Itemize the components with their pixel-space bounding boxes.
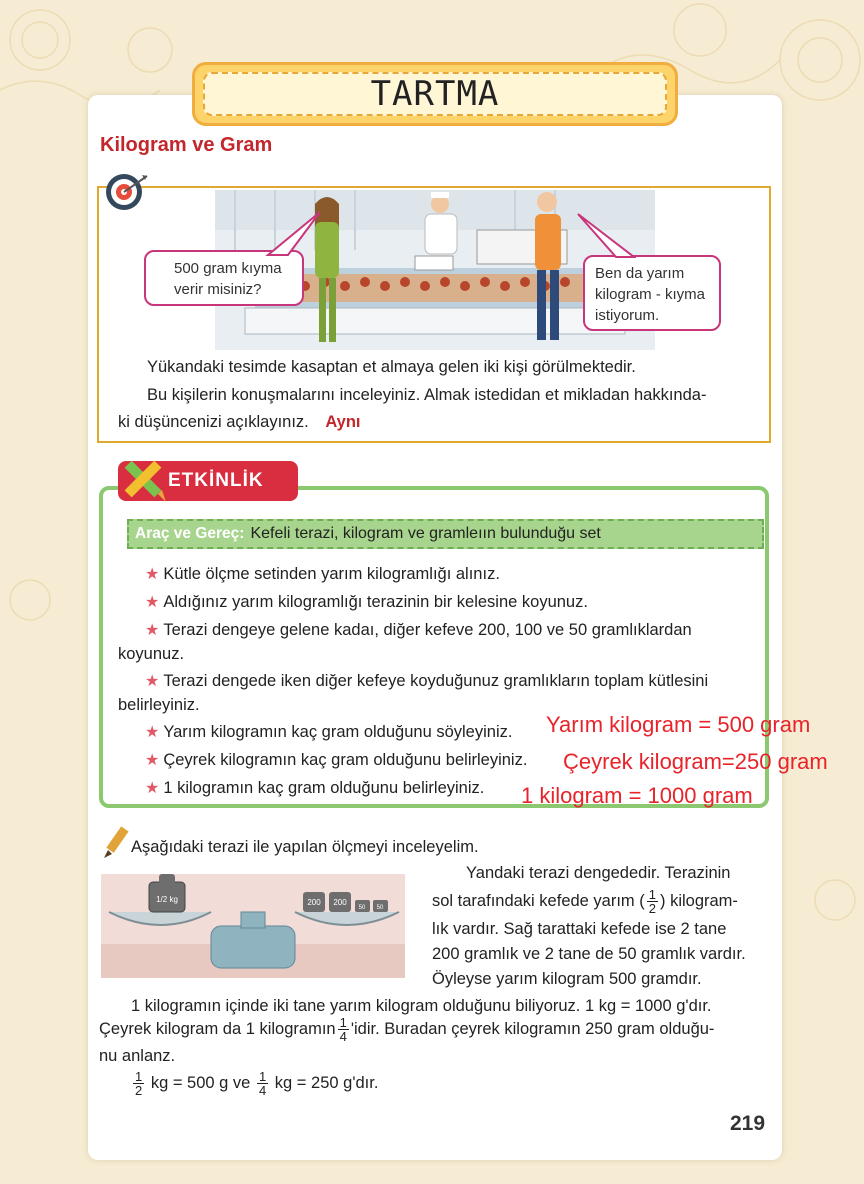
scale-text-1: Yandaki terazi dengededir. Terazinin	[466, 864, 731, 882]
step-3	[145, 620, 692, 640]
step-2	[145, 592, 588, 612]
scale-text-3: lık vardır. Sağ tarattaki kefede ise 2 tane	[432, 920, 727, 938]
bubble-left-line1: 500 gram kıyma	[174, 260, 282, 277]
scale-text-2	[432, 888, 738, 915]
step-2-text: Aldığınız yarım kilogramlığı terazinin bir kelesine koyunuz.	[163, 593, 588, 611]
step-6-text: Çeyrek kilogramın kaç gram olduğunu belirleyiniz.	[163, 751, 528, 769]
scale-text-2b: ) kilogram-	[660, 891, 738, 910]
tools-label: Araç ve Gereç:	[135, 525, 245, 542]
step-4-text: Terazi dengede iken diğer kefeye koyduğunuz gramlıkların toplam kütlesini	[163, 672, 709, 690]
answer-6: Çeyrek kilogram=250 gram	[563, 749, 828, 774]
frac-den: 2	[648, 901, 656, 916]
frac-den: 4	[258, 1083, 267, 1098]
bubble-right-tail	[576, 212, 636, 262]
intro-line-2: Bu kişilerin konuşmalarını inceleyiniz. Almak istedidan et mikladan hakkında-	[147, 386, 707, 404]
intro-answer: Aynı	[325, 413, 361, 431]
right-weight-1: 200	[307, 898, 321, 907]
scale-text-5: Öyleyse yarım kilogram 500 gramdır.	[432, 970, 702, 988]
answer-7: 1 kilogram = 1000 gram	[521, 783, 753, 808]
paragraph-1: 1 kilogramın içinde iki tane yarım kilogram olduğunu biliyoruz. 1 kg = 1000 g'dır.	[131, 997, 712, 1015]
bubble-right-line2: kilogram - kıyma	[595, 286, 706, 303]
right-weight-2: 200	[333, 898, 347, 907]
page-number: 219	[730, 1112, 766, 1135]
intro-line-1: Yükandaki tesimde kasaptan et almaya gelen iki kişi görülmektedir.	[147, 358, 636, 376]
frac-num: 1	[258, 1069, 267, 1084]
paragraph-2	[99, 1016, 714, 1043]
step-1-text: Kütle ölçme setinden yarım kilogramlığı alınız.	[163, 565, 500, 583]
formula-line	[131, 1070, 378, 1097]
page-title: TARTMA	[203, 72, 667, 116]
fraction-quarter-2	[257, 1070, 268, 1097]
left-weight-label: 1/2 kg	[156, 895, 178, 904]
step-6	[145, 750, 527, 770]
balance-scale-illustration	[101, 874, 405, 978]
bubble-right-line3: istiyorum.	[595, 307, 660, 324]
answer-5: Yarım kilogram = 500 gram	[546, 712, 811, 737]
step-4-cont: belirleyiniz.	[118, 696, 200, 714]
pencil-icon	[100, 826, 130, 862]
formula-1: kg = 500 g ve	[150, 1073, 251, 1092]
intro-line-3-text: ki düşüncenizi açıklayınız.	[118, 413, 309, 431]
fraction-half-2	[133, 1070, 144, 1097]
target-icon	[102, 166, 152, 216]
star-icon: ★	[145, 622, 160, 639]
activity-label: ETKİNLİK	[168, 470, 264, 491]
speech-bubble-man	[583, 255, 721, 331]
right-weight-4: 50	[376, 905, 384, 911]
bubble-right-line1: Ben da yarım	[595, 265, 685, 282]
formula-2: kg = 250 g'dır.	[274, 1073, 379, 1092]
step-1	[145, 564, 500, 584]
star-icon: ★	[145, 673, 160, 690]
star-icon: ★	[145, 594, 160, 611]
star-icon: ★	[145, 752, 160, 769]
fraction-quarter	[338, 1016, 349, 1043]
scale-text-4: 200 gramlık ve 2 tane de 50 gramlık vardır.	[432, 945, 746, 963]
star-icon: ★	[145, 566, 160, 583]
section-heading: Kilogram ve Gram	[100, 134, 273, 156]
tools-bar	[127, 519, 764, 549]
step-7-text: 1 kilogramın kaç gram olduğunu belirleyiniz.	[163, 779, 485, 797]
paragraph-2b: 'idir. Buradan çeyrek kilogramın 250 gram olduğu-	[350, 1019, 715, 1038]
tools-text: Kefeli terazi, kilogram ve gramleıın bulunduğu set	[250, 525, 601, 542]
scale-heading: Aşağıdaki terazi ile yapılan ölçmeyi inceleyelim.	[131, 838, 479, 856]
step-3-text: Terazi dengeye gelene kadaı, diğer kefeve 200, 100 ve 50 gramlıklardan	[163, 621, 692, 639]
paragraph-3: nu anlanz.	[99, 1047, 176, 1065]
frac-num: 1	[135, 1069, 143, 1084]
star-icon: ★	[145, 724, 160, 741]
intro-line-3	[118, 411, 361, 433]
frac-num: 1	[339, 1015, 347, 1030]
frac-den: 4	[339, 1029, 347, 1044]
paragraph-2a: Çeyrek kilogram da 1 kilogramın	[99, 1019, 336, 1038]
fraction-half	[647, 888, 658, 915]
pencil-ruler-icon	[118, 454, 168, 504]
bubble-left-line2: verir misiniz?	[174, 281, 262, 298]
frac-den: 2	[135, 1083, 143, 1098]
bubble-left-tail	[258, 210, 328, 260]
star-icon: ★	[145, 780, 160, 797]
step-7	[145, 778, 484, 798]
right-weight-3: 50	[358, 905, 366, 911]
step-4	[145, 671, 708, 691]
step-3-cont: koyunuz.	[118, 645, 185, 663]
scale-text-2a: sol tarafındaki kefede yarım (	[432, 891, 645, 910]
title-banner	[192, 62, 678, 126]
step-5-text: Yarım kilogramın kaç gram olduğunu söyleyiniz.	[163, 723, 513, 741]
frac-num: 1	[648, 887, 656, 902]
step-5	[145, 722, 512, 742]
